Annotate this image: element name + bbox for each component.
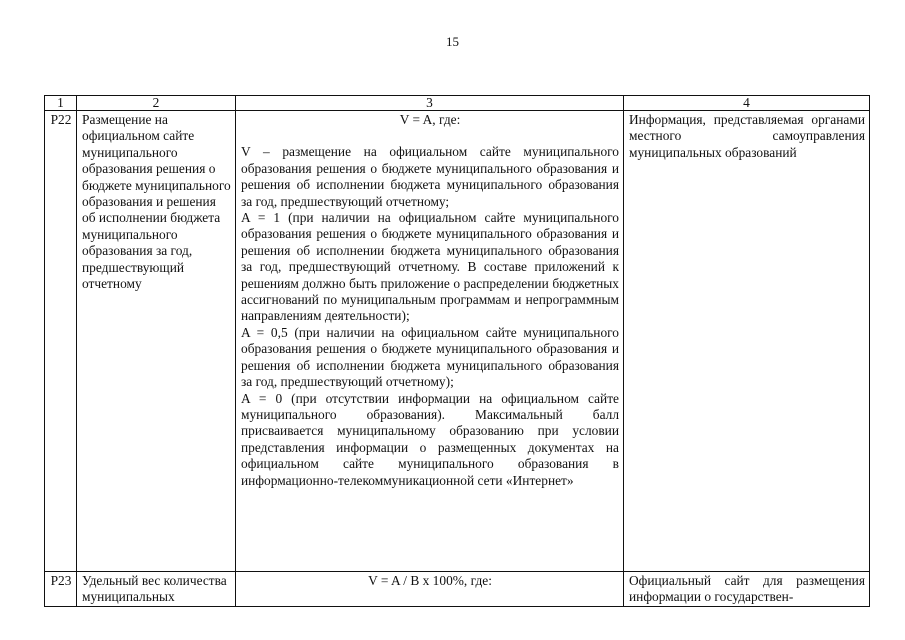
method-paragraph: A = 1 (при наличии на официальном сайте муниципального образования решения о бюджете муниципального образования и решения об исполнении бюджета муниципального образования за год, предшествующий отчетному. В составе приложений к решениям должно быть приложение о распределении бюджетных ассигнований по муниципальным программам и непрограммным направлениям деятельности); [241,210,619,324]
indicator-table [44,95,870,607]
indicator-name: Размещение на официальном сайте муниципального образования решения о бюджете муниципального образования и решения об исполнении бюджета муниципального образования за год, предшествующий отчетному [77,111,236,572]
table-row [45,572,870,607]
header-cell-4: 4 [624,96,870,111]
indicator-formula: V = A / B x 100%, где: [368,573,492,588]
header-cell-2: 2 [77,96,236,111]
indicator-source [624,572,870,607]
indicator-source-text: Официальный сайт для размещения информации о государствен- [629,573,865,605]
indicator-name-text: Удельный вес количества муниципальных [82,573,227,605]
indicator-method [236,111,624,572]
header-cell-3: 3 [236,96,624,111]
method-paragraph: A = 0 (при отсутствии информации на официальном сайте муниципального образования). Максимальный балл присваивается муниципальному образованию при условии представления информации о размещенных документах на официальном сайте муниципального образования в информационно-телекоммуникационной сети «Интернет» [241,390,619,488]
method-paragraph: V – размещение на официальном сайте муниципального образования решения о бюджете муниципального образования и решения об исполнении бюджета муниципального образования за год, предшествующий отчетному; [241,144,619,209]
page-number: 15 [446,34,459,49]
table-header-row [45,96,870,111]
indicator-method [236,572,624,607]
indicator-code: P22 [45,111,77,572]
header-cell-1: 1 [45,96,77,111]
indicator-formula: V = A, где: [399,112,461,127]
table-row [45,111,870,572]
method-paragraph: A = 0,5 (при наличии на официальном сайте муниципального образования решения о бюджете муниципального образования и решения об исполнении бюджета муниципального образования за год, предшествующий отчетному); [241,324,619,390]
indicator-code: P23 [45,572,77,607]
indicator-name [77,572,236,607]
indicator-source: Информация, представляемая органами местного самоуправления муниципальных образований [624,111,870,572]
